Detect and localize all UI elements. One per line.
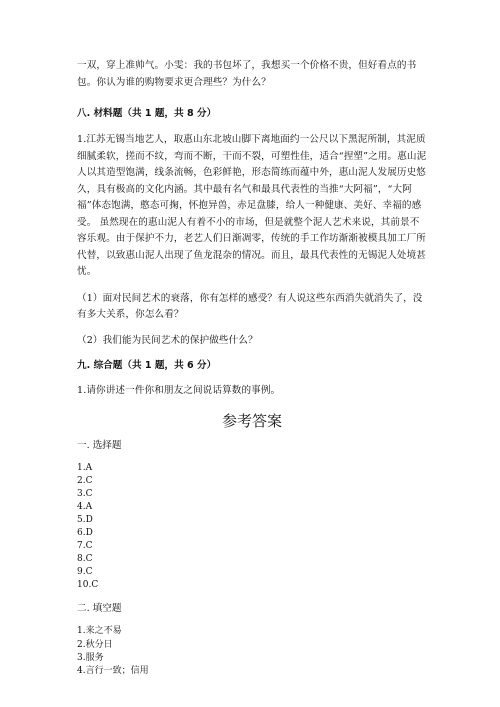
choice-answer-item: 6.D <box>77 527 93 538</box>
choice-answer-item: 10.C <box>77 580 99 591</box>
answer-heading-choice: 一. 选择题 <box>77 439 122 451</box>
choice-answer-item: 8.C <box>77 554 93 565</box>
question-continuation: 一双，穿上准帅气。小雯：我的书包坏了，我想买一个价格不贵，但好看点的书包。你认为谁的购物要求更合理些？为什么？ <box>77 60 417 88</box>
answer-key-title: 参考答案 <box>221 411 282 430</box>
choice-answer-item: 4.A <box>77 501 93 512</box>
section-heading-materials: 八. 材料题（共 1 题，共 8 分） <box>77 108 217 119</box>
choice-answer-item: 9.C <box>77 567 93 578</box>
material-question-1: （1）面对民间艺术的衰落，你有怎样的感受？有人说这些东西消失就消失了，没有多大关系，你怎么看？ <box>77 292 423 320</box>
fill-answer-item: 3.服务 <box>77 652 104 663</box>
choice-answer-item: 2.C <box>77 475 93 486</box>
choice-answer-item: 1.A <box>77 462 93 473</box>
comprehensive-question-1: 1.请你讲述一件你和朋友之间说话算数的事例。 <box>77 385 281 396</box>
fill-answer-item: 2.秋分日 <box>77 639 113 650</box>
material-question-2: （2）我们能为民间艺术的保护做些什么？ <box>77 334 258 346</box>
page-content <box>77 58 427 678</box>
choice-answer-item: 7.C <box>77 541 93 552</box>
fill-answer-list <box>77 625 427 677</box>
choice-answer-item: 3.C <box>77 488 93 499</box>
fill-answer-item: 1.来之不易 <box>77 626 122 637</box>
answer-heading-fill: 二. 填空题 <box>77 603 122 615</box>
choice-answer-list <box>77 462 427 593</box>
fill-answer-item: 4.言行一致；信用 <box>77 665 149 676</box>
choice-answer-item: 5.D <box>77 514 93 525</box>
material-passage: 1.江苏无锡当地艺人，取惠山东北坡山脚下离地面约一公尺以下黑泥所制，其泥质细腻柔软，搓而不纹，弯而不断，干而不裂，可塑性佳，适合“捏塑”之用。惠山泥人以其造型饱满，线条流畅，色彩鲜艳，形态简练而蕴中外，惠山泥人发展历史悠久，具有极高的文化内涵。其中最有名气和最具代表性的当推“大阿福”，“大阿福”体态饱满，憨态可掬，怀抱异兽，赤足盘膝，给人一种健康、美好、幸福的感受。 虽然现在的惠山泥人有着不小的市场，但是就整个泥人艺术来说，其前景不容乐观。由于保护不力，老艺人们日渐凋零，传统的手工作坊渐渐被模具加工厂所代替，以致惠山泥人出现了鱼龙混杂的情况。而且，最具代表性的无锡泥人处境甚忧。 <box>77 134 427 277</box>
section-heading-comprehensive: 九. 综合题（共 1 题，共 6 分） <box>77 360 217 371</box>
